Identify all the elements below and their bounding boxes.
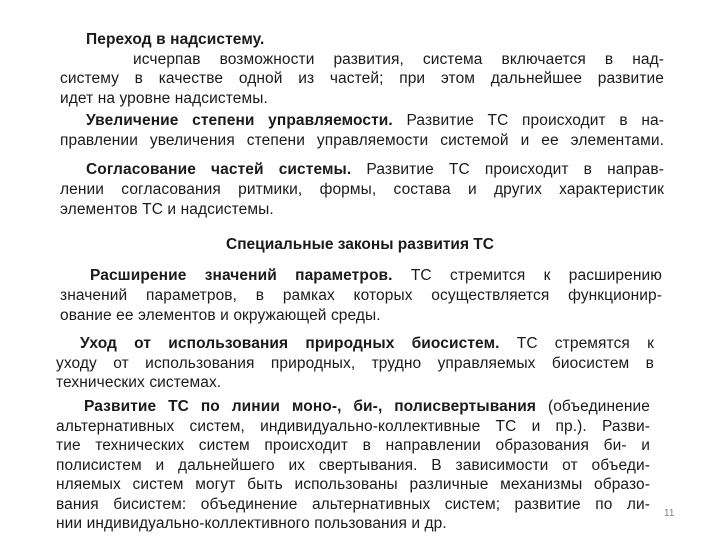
- paragraph-line: элементов ТС и надсистемы.: [60, 201, 274, 218]
- page-number: 11: [664, 508, 675, 519]
- paragraph-first-rest: ТС стремятся к: [516, 335, 654, 352]
- paragraph-first-line: [86, 111, 664, 130]
- paragraph-line: ование ее элементов и окружающей среды.: [60, 307, 381, 324]
- paragraph-line: систему в качестве одной из частей; при этом дальнейшее развитие: [60, 70, 664, 87]
- paragraph-first-line: [86, 160, 664, 179]
- paragraph-line: вания бисистем: объединение альтернативных систем; развитие по ли-: [56, 496, 650, 513]
- paragraph-title-convolution: Развитие ТС по линии моно-, би-, полисвертывания: [84, 398, 537, 415]
- paragraph-line: правлении увеличения степени управляемости системой и ее элементами.: [60, 132, 664, 149]
- paragraph-line: идет на уровне надсистемы.: [60, 90, 268, 107]
- paragraph-line: значений параметров, в рамках которых осуществляется функционир-: [60, 287, 662, 304]
- paragraph-first-line: [84, 397, 650, 416]
- paragraph-line: уходу от использования природных, трудно управляемых биосистем в: [56, 355, 654, 372]
- paragraph-line: нляемых систем могут быть использованы различные механизмы образо-: [56, 476, 650, 493]
- paragraph-line: альтернативных систем, индивидуально-коллективные ТС и пр.). Разви-: [56, 418, 650, 435]
- paragraph-title-biosystems: Уход от использования природных биосистем.: [80, 335, 500, 352]
- paragraph-first-line: [90, 266, 662, 285]
- paragraph-first-rest: (объединение: [547, 398, 650, 415]
- section-heading: Специальные законы развития ТС: [226, 236, 494, 253]
- paragraph-line: технических системах.: [56, 374, 222, 391]
- paragraph-line: нии индивидуально-коллективного пользования и др.: [56, 515, 447, 532]
- paragraph-line: полисистем и дальнейшего их свертывания. В зависимости от объеди-: [56, 457, 650, 474]
- paragraph-line: тие технических систем происходит в направлении образования би- и: [56, 437, 650, 454]
- paragraph-title-controllability: Увеличение степени управляемости.: [86, 112, 393, 129]
- paragraph-line: лении согласования ритмики, формы, состава и других характеристик: [60, 181, 664, 198]
- paragraph-title-coordination: Согласование частей системы.: [86, 161, 352, 178]
- paragraph-first-line: [80, 334, 654, 353]
- paragraph-first-rest: Развитие ТС происходит в направ-: [366, 161, 664, 178]
- paragraph-line: исчерпав возможности развития, система включается в над-: [133, 51, 664, 68]
- paragraph-first-rest: Развитие ТС происходит в на-: [406, 112, 664, 129]
- paragraph-title-supersystem: Переход в надсистему.: [86, 31, 265, 48]
- paragraph-first-rest: ТС стремится к расширению: [410, 267, 662, 284]
- paragraph-title-parameters: Расширение значений параметров.: [90, 267, 393, 284]
